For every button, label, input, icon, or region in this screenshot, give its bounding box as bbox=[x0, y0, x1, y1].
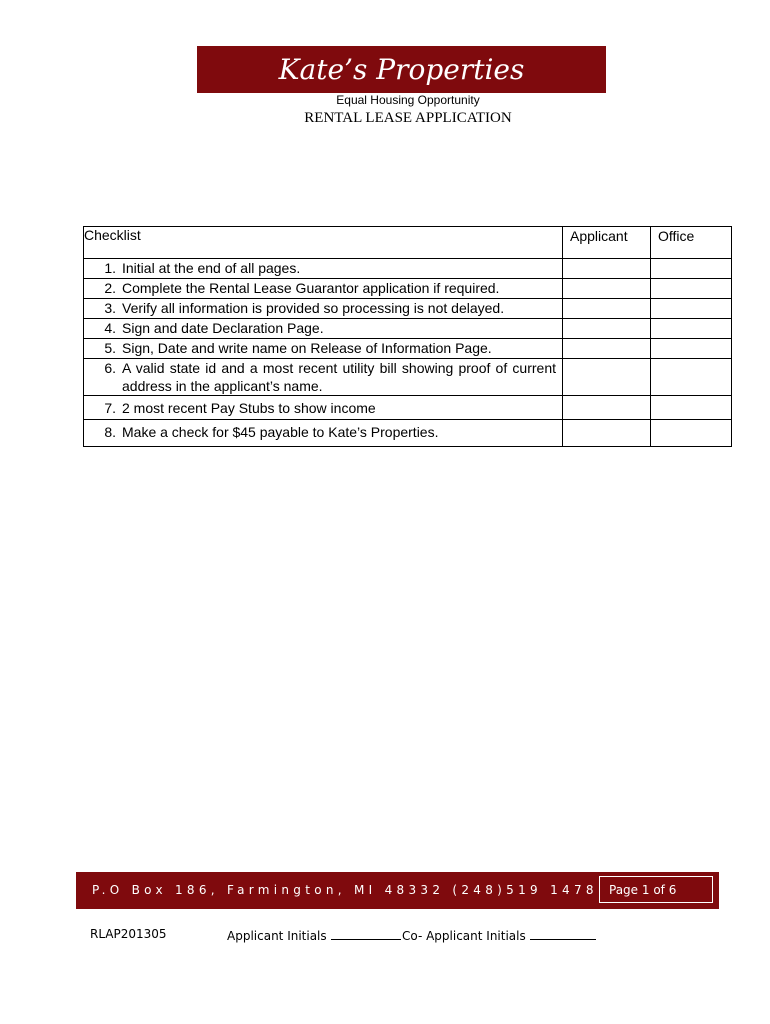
applicant-check-box[interactable] bbox=[563, 339, 651, 359]
checklist-row bbox=[84, 299, 732, 319]
co-applicant-initials bbox=[402, 927, 596, 943]
checklist-title: Checklist bbox=[84, 227, 563, 259]
checklist-row bbox=[84, 396, 732, 420]
item-text: Complete the Rental Lease Guarantor application if required. bbox=[122, 280, 500, 296]
footer-bar bbox=[76, 872, 719, 909]
item-text: Sign and date Declaration Page. bbox=[122, 320, 324, 336]
item-text: Make a check for $45 payable to Kate’s Properties. bbox=[122, 424, 439, 440]
item-text: Verify all information is provided so processing is not delayed. bbox=[122, 300, 505, 316]
applicant-check-box[interactable] bbox=[563, 279, 651, 299]
tagline: Equal Housing Opportunity bbox=[336, 93, 480, 107]
checklist-row bbox=[84, 359, 732, 396]
item-number: 1. bbox=[104, 260, 116, 276]
item-number: 3. bbox=[104, 300, 116, 316]
form-code: RLAP201305 bbox=[90, 927, 167, 941]
applicant-initials bbox=[227, 927, 401, 943]
applicant-initials-field[interactable] bbox=[331, 927, 401, 940]
footer-address: P.O Box 186, Farmington, MI 48332 (248)519 1478 bbox=[92, 883, 598, 897]
office-check-box[interactable] bbox=[651, 299, 732, 319]
office-check-box[interactable] bbox=[651, 420, 732, 447]
item-text: A valid state id and a most recent utility bill showing proof of current address in the applicant’s name. bbox=[122, 360, 556, 394]
item-number: 2. bbox=[104, 280, 116, 296]
applicant-check-box[interactable] bbox=[563, 359, 651, 396]
office-check-box[interactable] bbox=[651, 319, 732, 339]
office-check-box[interactable] bbox=[651, 279, 732, 299]
company-banner: Kate’s Properties bbox=[197, 46, 606, 93]
item-text: Sign, Date and write name on Release of Information Page. bbox=[122, 340, 492, 356]
item-number: 4. bbox=[104, 320, 116, 336]
item-number: 6. bbox=[104, 360, 116, 376]
item-number: 7. bbox=[104, 400, 116, 416]
form-title: RENTAL LEASE APPLICATION bbox=[304, 110, 512, 126]
checklist-row bbox=[84, 279, 732, 299]
office-check-box[interactable] bbox=[651, 396, 732, 420]
co-applicant-initials-label: Co- Applicant Initials bbox=[402, 929, 526, 943]
item-text: Initial at the end of all pages. bbox=[122, 260, 301, 276]
applicant-check-box[interactable] bbox=[563, 396, 651, 420]
applicant-check-box[interactable] bbox=[563, 420, 651, 447]
checklist-row bbox=[84, 420, 732, 447]
applicant-initials-label: Applicant Initials bbox=[227, 929, 327, 943]
page-indicator: Page 1 of 6 bbox=[599, 876, 713, 903]
item-number: 8. bbox=[104, 424, 116, 440]
applicant-check-box[interactable] bbox=[563, 319, 651, 339]
co-applicant-initials-field[interactable] bbox=[530, 927, 596, 940]
applicant-column-header: Applicant bbox=[563, 227, 651, 259]
office-check-box[interactable] bbox=[651, 359, 732, 396]
office-check-box[interactable] bbox=[651, 259, 732, 279]
checklist-table bbox=[83, 226, 732, 447]
checklist-row bbox=[84, 319, 732, 339]
item-text: 2 most recent Pay Stubs to show income bbox=[122, 400, 376, 416]
checklist-row bbox=[84, 259, 732, 279]
office-check-box[interactable] bbox=[651, 339, 732, 359]
checklist-row bbox=[84, 339, 732, 359]
applicant-check-box[interactable] bbox=[563, 299, 651, 319]
item-number: 5. bbox=[104, 340, 116, 356]
office-column-header: Office bbox=[651, 227, 732, 259]
applicant-check-box[interactable] bbox=[563, 259, 651, 279]
